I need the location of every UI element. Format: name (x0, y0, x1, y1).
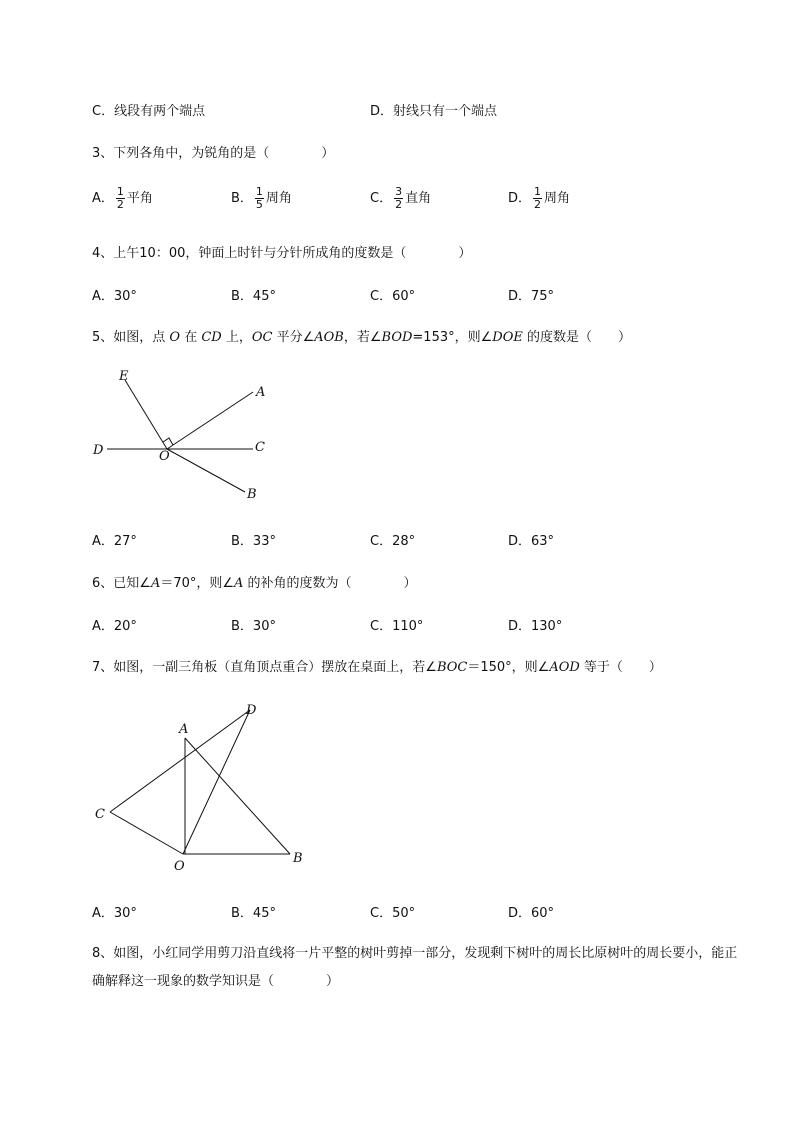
label-o: O (174, 859, 185, 874)
q6-option-b: B．30° (231, 619, 276, 634)
q5-option-d: D．63° (508, 534, 555, 549)
label-a: A (179, 722, 189, 737)
q2-option-d: D．射线只有一个端点 (370, 104, 498, 119)
q7-option-c: C．50° (370, 906, 416, 921)
label-d: D (93, 443, 104, 458)
q4-option-d: D．75° (508, 289, 555, 304)
q3-option-a: A． $\frac{1}{2}$ 平角 (92, 185, 153, 211)
segment-ab (185, 738, 290, 854)
ray-oe (125, 380, 167, 449)
segment-co (110, 812, 183, 854)
q6-stem: 6、已知∠A＝70°，则∠A 的补角的度数为（ ） (92, 576, 417, 591)
label-b: B (247, 487, 257, 502)
q7-option-a: A．30° (92, 906, 137, 921)
label-c: C (95, 807, 105, 822)
q2-option-c: C．线段有两个端点 (92, 104, 206, 119)
q3-option-d: D． $\frac{1}{2}$ 周角 (508, 185, 571, 211)
q4-stem: 4、上午10：00，钟面上时针与分针所成角的度数是（ ） (92, 246, 472, 261)
label-b: B (293, 851, 303, 866)
q5-stem: 5、如图，点 O 在 CD 上，OC 平分∠AOB，若∠BOD=153°，则∠DOE 的度数是（ ） (92, 330, 631, 345)
q5-option-b: B．33° (231, 534, 276, 549)
q5-option-a: A．27° (92, 534, 137, 549)
q4-option-b: B．45° (231, 289, 276, 304)
ray-oa (167, 392, 253, 449)
segment-od (183, 710, 250, 854)
label-c: C (255, 440, 265, 455)
q4-option-c: C．60° (370, 289, 416, 304)
q3-option-b: B． $\frac{1}{5}$ 周角 (231, 185, 292, 211)
q7-option-d: D．60° (508, 906, 555, 921)
q7-option-b: B．45° (231, 906, 276, 921)
q3-stem: 3、下列各角中，为锐角的是（ ） (92, 146, 335, 161)
label-a: A (256, 385, 266, 400)
q6-option-c: C．110° (370, 619, 424, 634)
label-o: O (159, 449, 170, 464)
q6-option-d: D．130° (508, 619, 563, 634)
q5-option-c: C．28° (370, 534, 416, 549)
ray-ob (167, 449, 245, 492)
q4-option-a: A．30° (92, 289, 137, 304)
q8-stem: 8、如图，小红同学用剪刀沿直线将一片平整的树叶剪掉一部分，发现剩下树叶的周长比原树叶的周长要小，能正确解释这一现象的数学知识是（ ） (92, 946, 738, 989)
q7-stem: 7、如图，一副三角板（直角顶点重合）摆放在桌面上，若∠BOC＝150°，则∠AOD 等于（ ） (92, 660, 662, 675)
q6-option-a: A．20° (92, 619, 137, 634)
q3-option-c: C． $\frac{3}{2}$ 直角 (370, 185, 432, 211)
label-d: D (246, 703, 257, 718)
q7-figure (90, 695, 320, 880)
q5-figure (85, 362, 285, 507)
label-e: E (119, 369, 129, 384)
